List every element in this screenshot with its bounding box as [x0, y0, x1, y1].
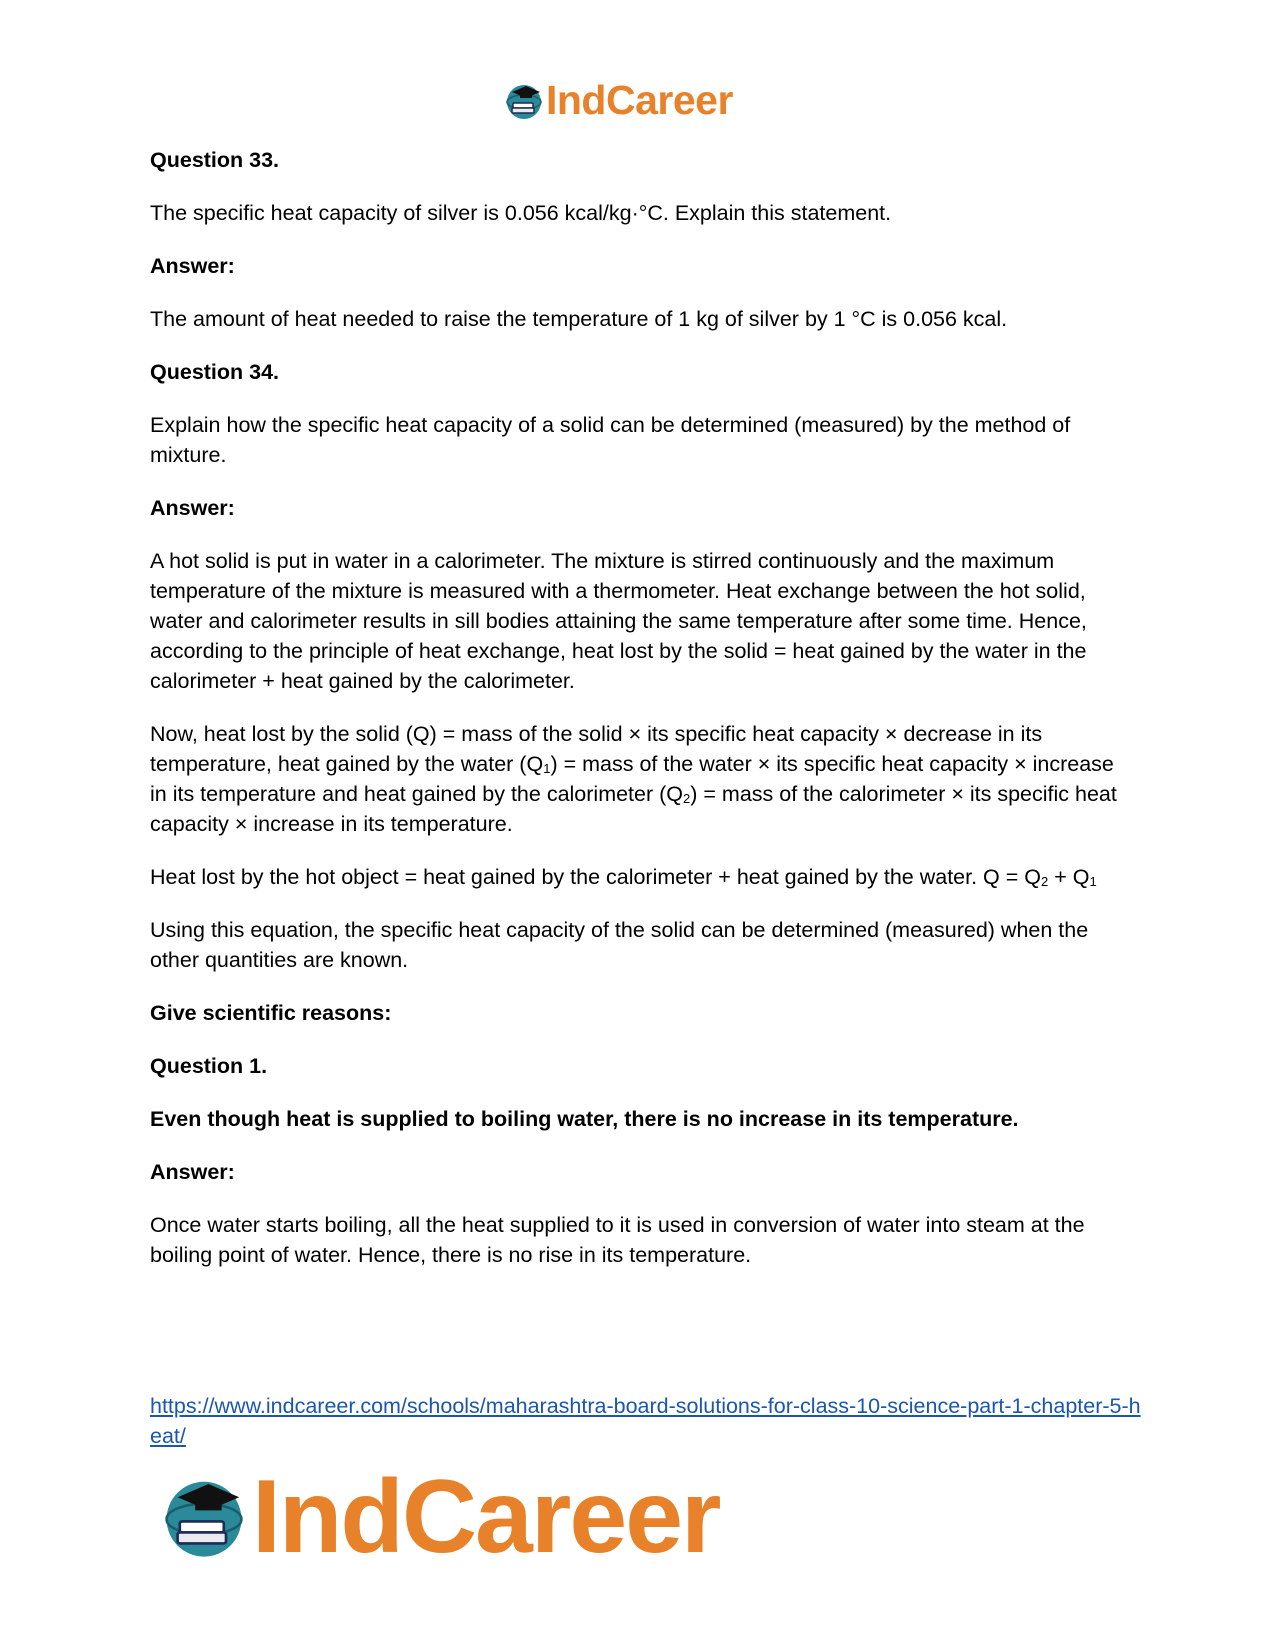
paragraph-2-part-a: Now, heat lost by the solid (Q) = mass of the solid × its specific heat capacity × decrease in its temperature, heat gained by the water (Q	[150, 722, 1043, 776]
question-33-answer-label: Answer:	[150, 254, 235, 278]
subscript-1: 1	[1089, 874, 1097, 889]
question-34-text: Explain how the specific heat capacity of a solid can be determined (measured) by the method of mixture.	[150, 413, 1071, 467]
question-34-answer-paragraph-3	[150, 862, 1135, 892]
globe-graduation-icon	[160, 1473, 248, 1561]
paragraph-2-part-b: ) = mass of the water × its specific heat capacity × increase in its temperature and heat gained by the calorimeter (Q	[150, 752, 1114, 806]
document-body	[150, 145, 1135, 1293]
question-34-answer-paragraph-2	[150, 719, 1135, 839]
question-1-title: Question 1.	[150, 1054, 268, 1078]
header-logo	[504, 77, 733, 123]
subscript-1: 1	[543, 761, 551, 776]
question-34-answer-paragraph-1: A hot solid is put in water in a calorimeter. The mixture is stirred continuously and the maximum temperature of the mixture is measured with a thermometer. Heat exchange between the hot solid, water and calorimeter results in sill bodies attaining the same temperature after some time. Hence, according to the principle of heat exchange, heat lost by the solid = heat gained by the water in the calorimeter + heat gained by the calorimeter.	[150, 549, 1087, 693]
question-34-title: Question 34.	[150, 360, 280, 384]
question-33-title: Question 33.	[150, 148, 280, 172]
question-34-answer-label: Answer:	[150, 496, 235, 520]
subscript-2: 2	[683, 791, 691, 806]
paragraph-3-part-b: + Q	[1048, 865, 1090, 889]
subscript-2: 2	[1041, 874, 1049, 889]
footer-logo-text: IndCareer	[252, 1459, 720, 1575]
globe-graduation-icon	[504, 81, 544, 121]
question-33-answer: The amount of heat needed to raise the temperature of 1 kg of silver by 1 °C is 0.056 kcal.	[150, 307, 1008, 331]
source-link[interactable]: https://www.indcareer.com/schools/maharashtra-board-solutions-for-class-10-science-part-1-chapter-5-heat/	[150, 1394, 1141, 1448]
paragraph-3-part-a: Heat lost by the hot object = heat gained by the calorimeter + heat gained by the water. Q = Q	[150, 865, 1042, 889]
question-1-answer-label: Answer:	[150, 1160, 235, 1184]
section-title: Give scientific reasons:	[150, 1001, 392, 1025]
question-1-answer: Once water starts boiling, all the heat supplied to it is used in conversion of water into steam at the boiling point of water. Hence, there is no rise in its temperature.	[150, 1213, 1085, 1267]
question-33-text: The specific heat capacity of silver is 0.056 kcal/kg·°C. Explain this statement.	[150, 201, 892, 225]
header-logo-text: IndCareer	[546, 77, 733, 123]
question-34-answer-paragraph-4: Using this equation, the specific heat capacity of the solid can be determined (measured) when the other quantities are known.	[150, 918, 1089, 972]
question-1-text: Even though heat is supplied to boiling water, there is no increase in its temperature.	[150, 1107, 1019, 1131]
paragraph-2-part-c: ) = mass of the calorimeter × its specific heat capacity × increase in its temperature.	[150, 782, 1117, 836]
footer-logo	[160, 1459, 720, 1575]
